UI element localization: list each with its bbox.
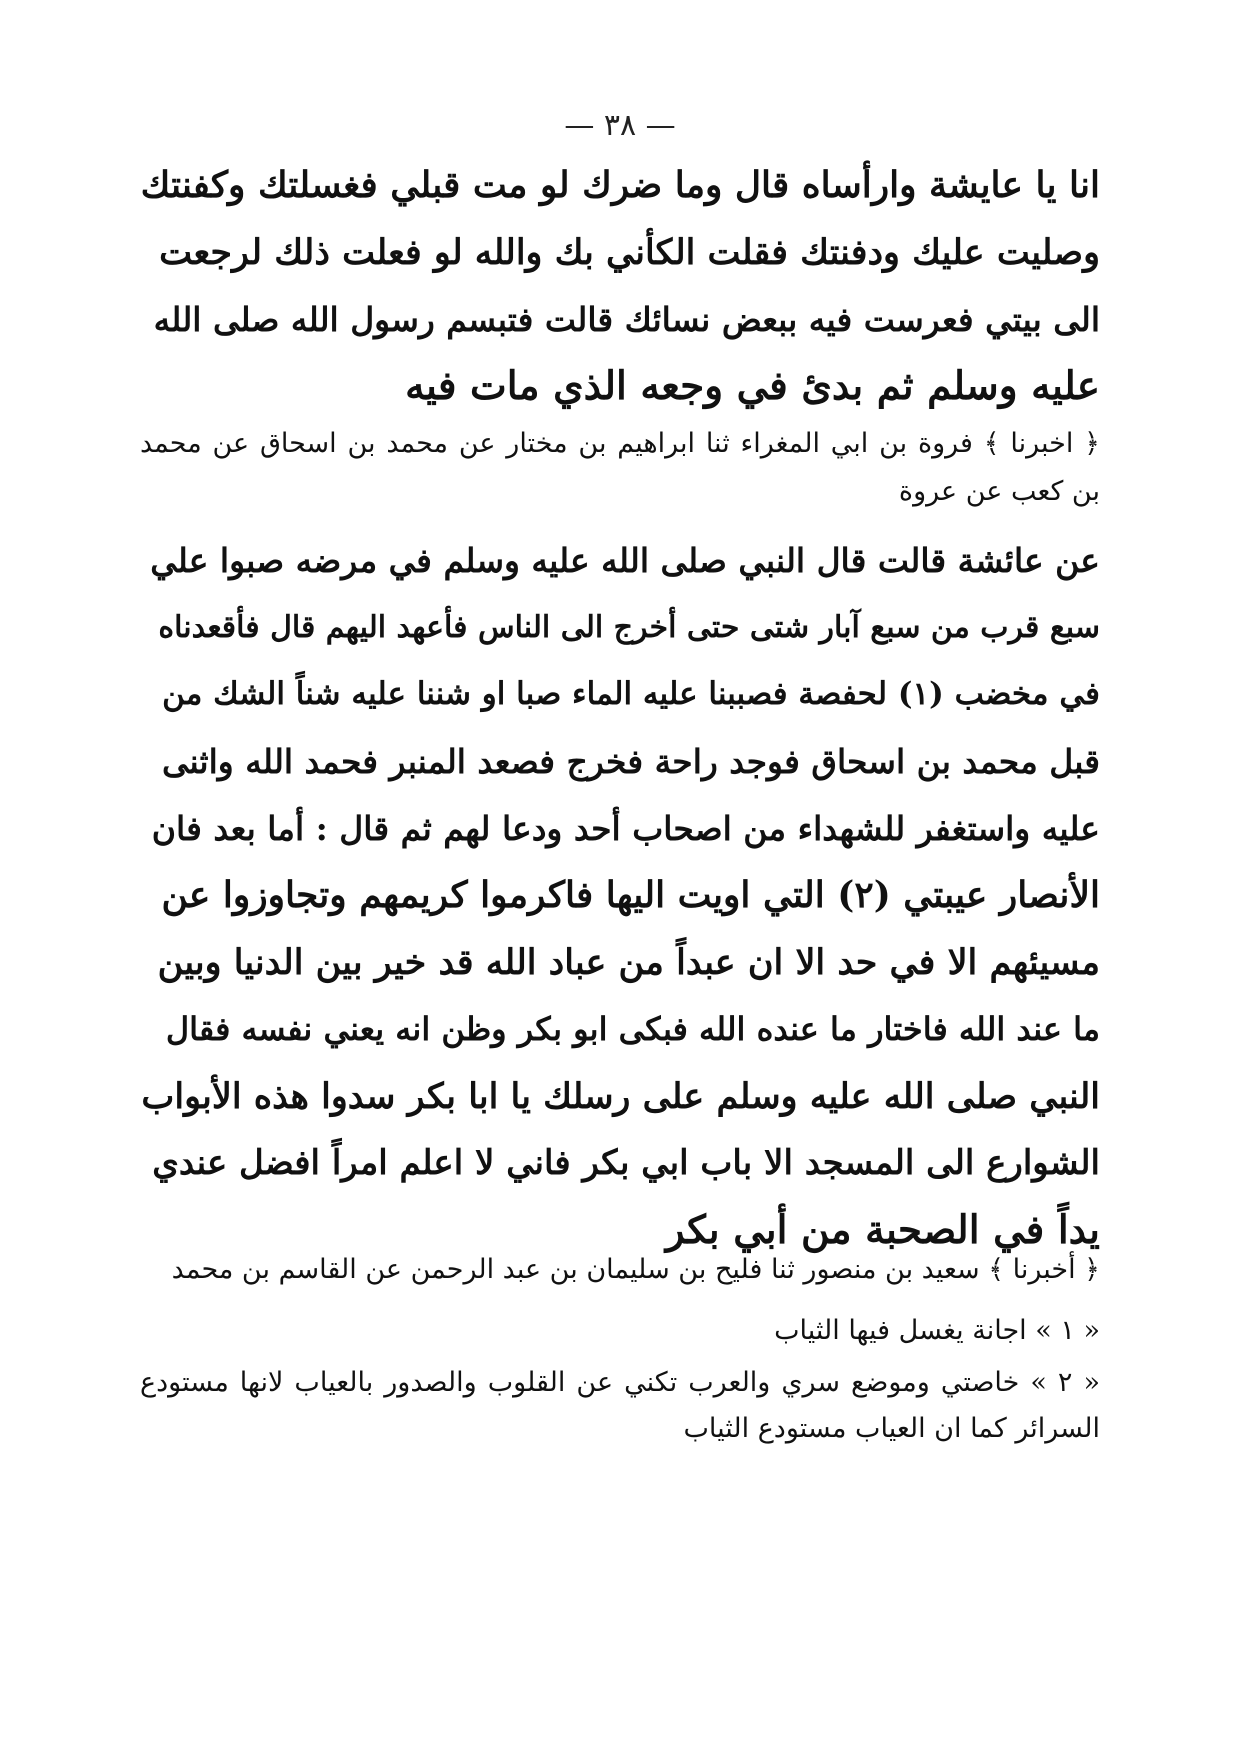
isnad-2-text: ﴿ أخبرنا ﴾ سعيد بن منصور ثنا فليح بن سليمان بن عبد الرحمن عن القاسم بن محمد [171,1254,1100,1285]
footnote-1-text: « ١ » اجانة يغسل فيها الثياب [774,1315,1100,1346]
paragraph-2-line: قبل محمد بن اسحاق فوجد راحة فخرج فصعد المنبر فحمد الله واثنى [161,742,1100,781]
paragraph-2-line: يداً في الصحبة من أبي بكر [665,1207,1100,1253]
footnote-2 [140,1360,1100,1452]
paragraph-2-line: في مخضب (١) لحفصة فصببنا عليه الماء صبا او شننا عليه شناً الشك من [162,676,1100,712]
paragraph-2-line: مسيئهم الا في حد الا ان عبداً من عباد الله قد خير بين الدنيا وبين [157,942,1100,983]
paragraph-2-line: عليه واستغفر للشهداء من اصحاب أحد ودعا لهم ثم قال : أما بعد فان [151,809,1100,848]
isnad-1 [140,420,1100,516]
footnote-1 [140,1308,1100,1354]
paragraph-2 [140,527,1100,1264]
page-number: — ٣٨ — [564,108,676,143]
paragraph-1-line: وصليت عليك ودفنتك فقلت الكأني بك والله لو فعلت ذلك لرجعت [159,232,1100,273]
paragraph-2-line: عن عائشة قالت قال النبي صلى الله عليه وسلم في مرضه صبوا علي [150,541,1100,580]
paragraph-1-line: الى بيتي فعرست فيه ببعض نسائك قالت فتبسم رسول الله صلى الله [153,300,1100,339]
paragraph-1 [140,152,1100,420]
isnad-1-text: ﴿ اخبرنا ﴾ فروة بن ابي المغراء ثنا ابراهيم بن مختار عن محمد بن اسحاق عن محمد بن كعب عن عروة [140,428,1100,507]
paragraph-2-line: الأنصار عيبتي (٢) التي اويت اليها فاكرموا كريمهم وتجاوزوا عن [161,874,1100,916]
paragraph-2-line: الشوارع الى المسجد الا باب ابي بكر فاني لا اعلم امراً افضل عندي [152,1143,1100,1183]
paragraph-2-line: ما عند الله فاختار ما عنده الله فبكى ابو بكر وظن انه يعني نفسه فقال [165,1010,1100,1048]
isnad-2 [140,1246,1100,1294]
paragraph-2-line: سبع قرب من سبع آبار شتى حتى أخرج الى الناس فأعهد اليهم قال فأقعدناه [158,610,1100,645]
paragraph-1-line: انا يا عايشة وارأساه قال وما ضرك لو مت قبلي فغسلتك وكفنتك [140,164,1100,206]
paragraph-1-line: عليه وسلم ثم بدئ في وجعه الذي مات فيه [405,363,1100,409]
paragraph-2-line: النبي صلى الله عليه وسلم على رسلك يا ابا بكر سدوا هذه الأبواب [141,1076,1100,1117]
footnote-2-text: « ٢ » خاصتي وموضع سري والعرب تكني عن القلوب والصدور بالعياب لانها مستودع السرائر كما ان العياب مستودع الثياب [140,1367,1100,1444]
